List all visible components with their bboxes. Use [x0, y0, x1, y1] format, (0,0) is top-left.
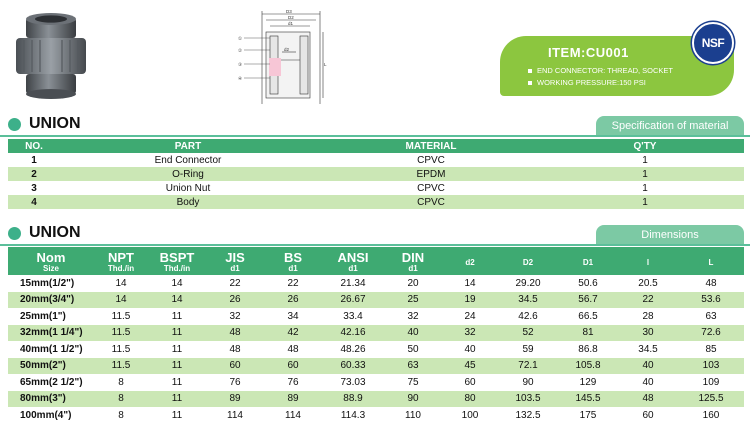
dimension-cell: 100 — [442, 407, 498, 424]
dimension-cell: 114 — [264, 407, 322, 424]
column-header — [8, 247, 94, 275]
dimension-cell: 114 — [206, 407, 264, 424]
nominal-size-cell: 50mm(2") — [8, 358, 94, 375]
dimension-cell: 40 — [442, 341, 498, 358]
callout-label: ④ — [238, 76, 243, 81]
table-row — [8, 407, 744, 424]
dimension-cell: 11 — [148, 358, 206, 375]
dimension-cell: 34.5 — [618, 341, 678, 358]
dimension-cell: 59 — [498, 341, 558, 358]
dimension-cell: 88.9 — [322, 391, 384, 408]
column-header — [618, 247, 678, 275]
part-material: CPVC — [316, 153, 546, 167]
dimension-cell: 11 — [148, 341, 206, 358]
item-spec-line — [528, 66, 673, 75]
dimension-cell: 42 — [264, 325, 322, 342]
dimension-cell: 11 — [148, 391, 206, 408]
dimension-cell: 42.6 — [498, 308, 558, 325]
table-row — [8, 341, 744, 358]
nominal-size-cell: 20mm(3/4") — [8, 292, 94, 309]
column-header-title: JIS — [225, 249, 245, 265]
dimension-cell: 21.34 — [322, 275, 384, 292]
column-header-title: NPT — [108, 249, 134, 265]
dimension-cell: 48.26 — [322, 341, 384, 358]
dimension-cell: 32 — [384, 308, 442, 325]
dimension-cell: 72.6 — [678, 325, 744, 342]
bullet-icon — [8, 227, 21, 240]
dimension-cell: 80 — [442, 391, 498, 408]
dimension-cell: 60 — [618, 407, 678, 424]
table-row — [8, 275, 744, 292]
dimension-cell: 22 — [618, 292, 678, 309]
dimension-cell: 8 — [94, 374, 148, 391]
dimension-cell: 63 — [384, 358, 442, 375]
dim-label: D2 — [288, 15, 294, 20]
dimension-cell: 14 — [148, 275, 206, 292]
dimension-cell: 22 — [264, 275, 322, 292]
column-header: Q'TY — [546, 139, 744, 153]
table-row — [8, 195, 744, 209]
callout-label: ③ — [238, 62, 243, 67]
tab-dimensions: Dimensions — [596, 225, 744, 245]
column-header — [498, 247, 558, 275]
dim-label: L — [324, 62, 327, 67]
dimension-cell: 19 — [442, 292, 498, 309]
column-header — [264, 247, 322, 275]
column-header-sub: d1 — [230, 263, 240, 273]
table-row — [8, 374, 744, 391]
column-header-sub: d1 — [348, 263, 358, 273]
dimension-cell: 8 — [94, 391, 148, 408]
part-material: CPVC — [316, 181, 546, 195]
part-no: 4 — [8, 195, 60, 209]
dimension-cell: 60 — [442, 374, 498, 391]
dimension-cell: 42.16 — [322, 325, 384, 342]
table-row — [8, 325, 744, 342]
column-header: MATERIAL — [316, 139, 546, 153]
dimension-cell: 28 — [618, 308, 678, 325]
dimension-cell: 48 — [618, 391, 678, 408]
dimension-cell: 11.5 — [94, 341, 148, 358]
nominal-size-cell: 40mm(1 1/2") — [8, 341, 94, 358]
column-header-sub: Thd./in — [163, 263, 191, 273]
dimension-cell: 11.5 — [94, 358, 148, 375]
column-header-sub: l — [646, 257, 650, 267]
dimension-cell: 8 — [94, 407, 148, 424]
item-spec-line — [528, 78, 646, 87]
nominal-size-cell: 65mm(2 1/2") — [8, 374, 94, 391]
dimension-cell: 32 — [442, 325, 498, 342]
table-row — [8, 167, 744, 181]
column-header-sub: d2 — [465, 257, 475, 267]
part-no: 1 — [8, 153, 60, 167]
dimension-cell: 85 — [678, 341, 744, 358]
dimension-cell: 89 — [264, 391, 322, 408]
column-header — [322, 247, 384, 275]
section-heading — [8, 115, 81, 133]
cross-section-drawing — [236, 8, 330, 108]
dimension-cell: 103 — [678, 358, 744, 375]
table-row — [8, 181, 744, 195]
column-header-sub: Thd./in — [107, 263, 135, 273]
dimension-cell: 26 — [206, 292, 264, 309]
dimension-cell: 86.8 — [558, 341, 618, 358]
dimension-cell: 53.6 — [678, 292, 744, 309]
dimension-cell: 56.7 — [558, 292, 618, 309]
section-heading — [8, 224, 81, 242]
dimension-cell: 14 — [442, 275, 498, 292]
nominal-size-cell: 32mm(1 1/4") — [8, 325, 94, 342]
table-row — [8, 308, 744, 325]
dimension-cell: 11.5 — [94, 325, 148, 342]
dimension-cell: 60.33 — [322, 358, 384, 375]
dimension-cell: 11.5 — [94, 308, 148, 325]
dimension-cell: 14 — [94, 275, 148, 292]
table-row — [8, 292, 744, 309]
dimension-cell: 75 — [384, 374, 442, 391]
section-title: UNION — [29, 224, 81, 241]
column-header-sub: d1 — [288, 263, 298, 273]
dimension-cell: 60 — [206, 358, 264, 375]
dimension-cell: 48 — [264, 341, 322, 358]
part-qty: 1 — [546, 195, 744, 209]
part-name: Union Nut — [60, 181, 316, 195]
dimension-cell: 26 — [264, 292, 322, 309]
dimension-cell: 11 — [148, 407, 206, 424]
section-divider — [0, 135, 750, 137]
nominal-size-cell: 80mm(3") — [8, 391, 94, 408]
dimension-cell: 52 — [498, 325, 558, 342]
item-spec-text: END CONNECTOR: THREAD, SOCKET — [537, 66, 673, 75]
dimension-cell: 48 — [206, 325, 264, 342]
part-qty: 1 — [546, 153, 744, 167]
dimension-cell: 11 — [148, 325, 206, 342]
part-qty: 1 — [546, 181, 744, 195]
column-header — [442, 247, 498, 275]
part-qty: 1 — [546, 167, 744, 181]
column-header — [94, 247, 148, 275]
column-header: NO. — [8, 139, 60, 153]
dimension-cell: 22 — [206, 275, 264, 292]
dimension-cell: 50.6 — [558, 275, 618, 292]
tab-specification: Specification of material — [596, 116, 744, 136]
dimension-cell: 72.1 — [498, 358, 558, 375]
part-name: O-Ring — [60, 167, 316, 181]
dimension-cell: 40 — [618, 374, 678, 391]
callout-label: ① — [238, 36, 243, 41]
dimension-cell: 73.03 — [322, 374, 384, 391]
part-no: 2 — [8, 167, 60, 181]
dim-label: d1 — [288, 21, 294, 26]
nsf-logo: NSF — [692, 22, 734, 64]
parts-table — [8, 139, 744, 209]
dimension-cell: 29.20 — [498, 275, 558, 292]
dimension-cell: 103.5 — [498, 391, 558, 408]
dimension-cell: 76 — [206, 374, 264, 391]
dimension-cell: 175 — [558, 407, 618, 424]
bullet-icon — [528, 69, 532, 73]
dimension-cell: 24 — [442, 308, 498, 325]
dimension-cell: 48 — [678, 275, 744, 292]
column-header-sub: d1 — [408, 263, 418, 273]
dimension-cell: 26.67 — [322, 292, 384, 309]
dimension-cell: 109 — [678, 374, 744, 391]
dimension-cell: 14 — [94, 292, 148, 309]
dimension-cell: 110 — [384, 407, 442, 424]
callout-label: ② — [238, 48, 243, 53]
section-divider — [0, 244, 750, 246]
part-name: Body — [60, 195, 316, 209]
dimension-cell: 30 — [618, 325, 678, 342]
table-header-row — [8, 247, 744, 275]
column-header-title: BSPT — [159, 249, 195, 265]
item-title: ITEM:CU001 — [548, 45, 629, 60]
column-header-title: Nom — [36, 249, 66, 265]
dimension-cell: 60 — [264, 358, 322, 375]
nominal-size-cell: 100mm(4") — [8, 407, 94, 424]
dimension-cell: 14 — [148, 292, 206, 309]
dimension-cell: 32 — [206, 308, 264, 325]
column-header-title: BS — [283, 249, 303, 265]
table-header-row — [8, 139, 744, 153]
dimension-cell: 48 — [206, 341, 264, 358]
dimension-cell: 90 — [384, 391, 442, 408]
dimension-cell: 90 — [498, 374, 558, 391]
dimension-cell: 40 — [618, 358, 678, 375]
table-row — [8, 391, 744, 408]
dim-label: d2 — [284, 47, 290, 52]
dimension-cell: 132.5 — [498, 407, 558, 424]
dimension-cell: 145.5 — [558, 391, 618, 408]
dimension-cell: 105.8 — [558, 358, 618, 375]
column-header-sub: D2 — [522, 257, 534, 267]
section-title: UNION — [29, 115, 81, 132]
dimensions-table — [8, 247, 744, 424]
dimension-cell: 76 — [264, 374, 322, 391]
column-header — [384, 247, 442, 275]
column-header — [206, 247, 264, 275]
dimension-cell: 114.3 — [322, 407, 384, 424]
dimension-cell: 125.5 — [678, 391, 744, 408]
column-header-title: DIN — [401, 249, 425, 265]
dimension-cell: 34 — [264, 308, 322, 325]
dimension-cell: 89 — [206, 391, 264, 408]
item-spec-text: WORKING PRESSURE:150 PSI — [537, 78, 646, 87]
dimension-cell: 11 — [148, 308, 206, 325]
union-product-image — [10, 12, 92, 100]
dimension-cell: 63 — [678, 308, 744, 325]
bullet-icon — [8, 118, 21, 131]
column-header-title: ANSI — [337, 249, 369, 265]
table-row — [8, 153, 744, 167]
dim-label: D3 — [286, 9, 292, 14]
column-header — [148, 247, 206, 275]
nominal-size-cell: 15mm(1/2") — [8, 275, 94, 292]
dimension-cell: 66.5 — [558, 308, 618, 325]
column-header — [678, 247, 744, 275]
dimension-cell: 160 — [678, 407, 744, 424]
column-header-sub: Size — [42, 263, 59, 273]
part-name: End Connector — [60, 153, 316, 167]
dimension-cell: 20 — [384, 275, 442, 292]
dimension-cell: 50 — [384, 341, 442, 358]
part-no: 3 — [8, 181, 60, 195]
dimension-cell: 33.4 — [322, 308, 384, 325]
part-material: CPVC — [316, 195, 546, 209]
dimension-cell: 81 — [558, 325, 618, 342]
bullet-icon — [528, 81, 532, 85]
column-header — [558, 247, 618, 275]
column-header: PART — [60, 139, 316, 153]
part-material: EPDM — [316, 167, 546, 181]
dimension-cell: 34.5 — [498, 292, 558, 309]
dimension-cell: 129 — [558, 374, 618, 391]
dimension-cell: 20.5 — [618, 275, 678, 292]
dimension-cell: 40 — [384, 325, 442, 342]
column-header-sub: L — [708, 257, 714, 267]
dimension-cell: 45 — [442, 358, 498, 375]
dimension-cell: 11 — [148, 374, 206, 391]
dimension-cell: 25 — [384, 292, 442, 309]
column-header-sub: D1 — [582, 257, 594, 267]
table-row — [8, 358, 744, 375]
nominal-size-cell: 25mm(1") — [8, 308, 94, 325]
